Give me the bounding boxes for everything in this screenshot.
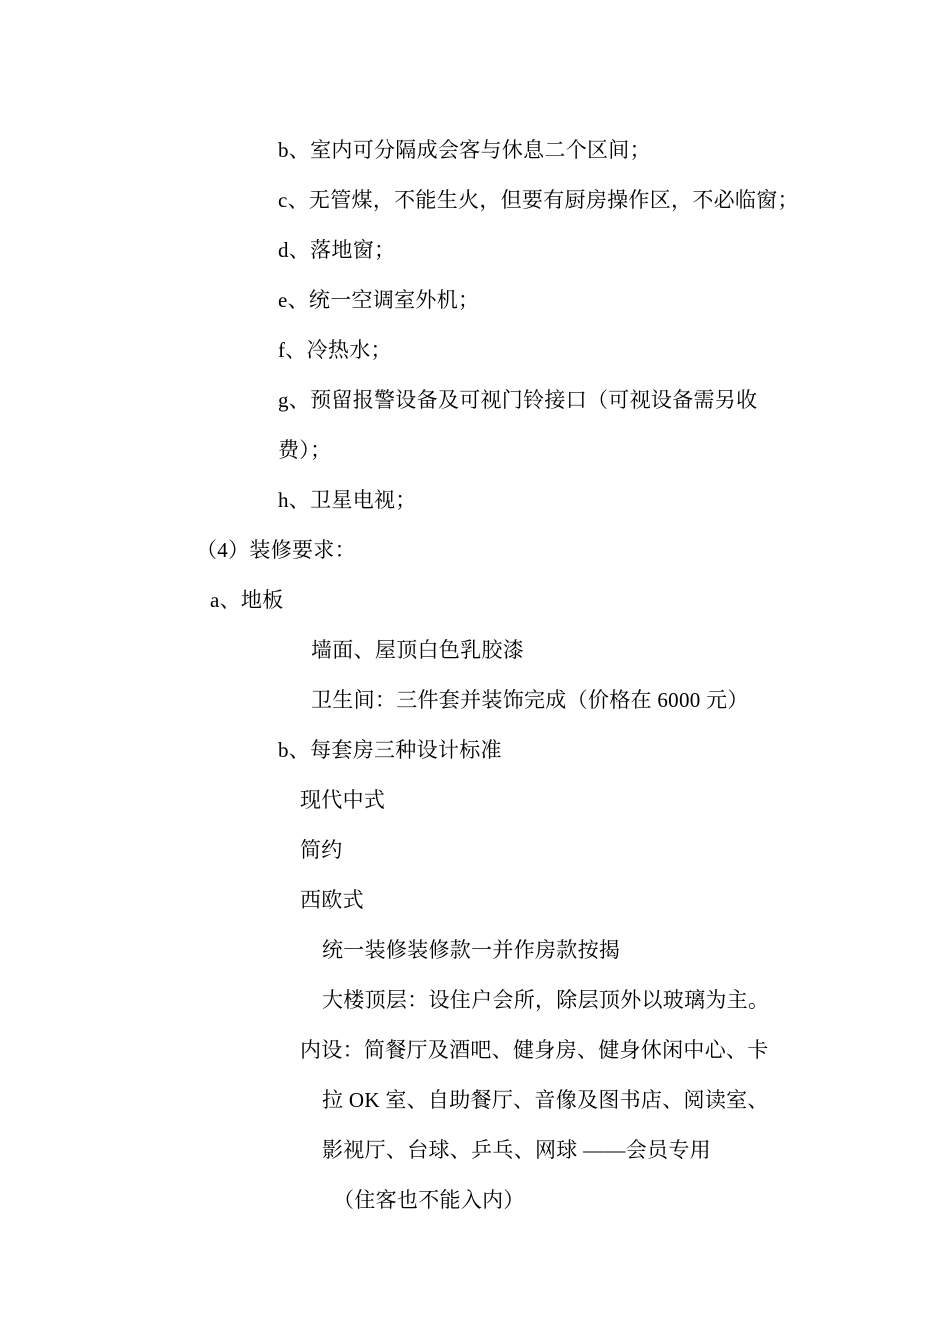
facilities-line2: 拉 OK 室、自助餐厅、音像及图书店、阅读室、	[322, 1088, 769, 1112]
top-floor-line: 大楼顶层：设住户会所，除层顶外以玻璃为主。	[322, 988, 770, 1012]
item-c-kitchen: c、无管煤，不能生火，但要有厨房操作区，不必临窗；	[278, 188, 799, 212]
item-a-floor: a、地板	[210, 588, 284, 612]
item-h-satellite-tv: h、卫星电视；	[278, 488, 417, 512]
item-g-alarm-line2: 费）；	[278, 438, 332, 462]
item-f-water: f、冷热水；	[278, 338, 392, 362]
bathroom-line: 卫生间：三件套并装饰完成（价格在 6000 元）	[311, 688, 749, 712]
facilities-line1: 内设：简餐厅及酒吧、健身房、健身休闲中心、卡	[300, 1038, 769, 1062]
item-e-ac-unit: e、统一空调室外机；	[278, 288, 480, 312]
item-b-room-division: b、室内可分隔成会客与休息二个区间；	[278, 138, 651, 162]
style-modern-chinese: 现代中式	[300, 788, 386, 812]
mortgage-line: 统一装修装修款一并作房款按揭	[322, 938, 621, 962]
style-western: 西欧式	[300, 888, 364, 912]
item-b-design-standards: b、每套房三种设计标准	[278, 738, 502, 762]
facilities-note: （住客也不能入内）	[333, 1188, 525, 1212]
style-minimal: 简约	[300, 838, 343, 862]
walls-ceiling-line: 墙面、屋顶白色乳胶漆	[311, 638, 524, 662]
item-g-alarm-line1: g、预留报警设备及可视门铃接口（可视设备需另收	[278, 388, 758, 412]
facilities-line3: 影视厅、台球、乒乓、网球 ——会员专用	[322, 1138, 711, 1162]
item-d-floor-window: d、落地窗；	[278, 238, 396, 262]
section-4-heading: （4）装修要求：	[196, 538, 356, 562]
